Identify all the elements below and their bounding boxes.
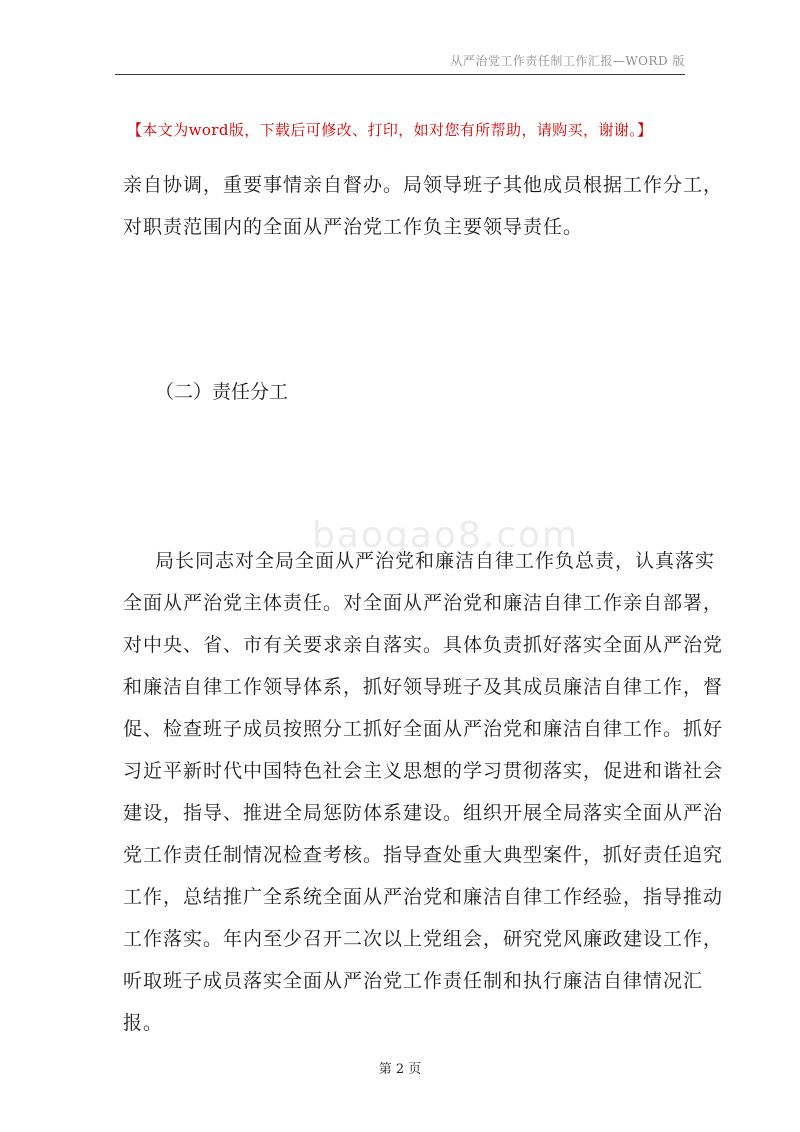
intro-line: 亲自协调，重要事情亲自督办。局领导班子其他成员根据工作分工， <box>123 174 724 196</box>
page-header: 从严治党工作责任制工作汇报—WORD 版 <box>450 54 685 68</box>
section-heading: （二）责任分工 <box>155 381 289 403</box>
paragraph-line: 工作，总结推广全系统全面从严治党和廉洁自律工作经验，指导推动 <box>123 886 724 908</box>
purchase-notice: 【本文为word版，下载后可修改、打印，如对您有所帮助，请购买，谢谢。】 <box>127 121 653 139</box>
paragraph-line: 习近平新时代中国特色社会主义思想的学习贯彻落实，促进和谐社会 <box>123 760 724 782</box>
paragraph-line: 听取班子成员落实全面从严治党工作责任制和执行廉洁自律情况汇 <box>123 970 704 992</box>
watermark-text: baogao8.com <box>312 515 580 556</box>
paragraph-line: 工作落实。年内至少召开二次以上党组会，研究党风廉政建设工作， <box>123 928 724 950</box>
paragraph-line: 促、检查班子成员按照分工抓好全面从严治党和廉洁自律工作。抓好 <box>123 718 724 740</box>
paragraph-line: 和廉洁自律工作领导体系，抓好领导班子及其成员廉洁自律工作，督 <box>123 676 724 698</box>
intro-line: 对职责范围内的全面从严治党工作负主要领导责任。 <box>123 216 584 238</box>
page-number: 第 2 页 <box>378 1062 422 1077</box>
paragraph-line: 报。 <box>123 1012 164 1034</box>
paragraph-line: 全面从严治党主体责任。对全面从严治党和廉洁自律工作亲自部署， <box>123 592 724 614</box>
paragraph-line: 建设，指导、推进全局惩防体系建设。组织开展全局落实全面从严治 <box>123 802 724 824</box>
header-divider <box>115 74 685 75</box>
paragraph-line: 局长同志对全局全面从严治党和廉洁自律工作负总责，认真落实 <box>155 550 716 572</box>
paragraph-line: 对中央、省、市有关要求亲自落实。具体负责抓好落实全面从严治党 <box>123 634 724 656</box>
paragraph-line: 党工作责任制情况检查考核。指导查处重大典型案件，抓好责任追究 <box>123 844 724 866</box>
